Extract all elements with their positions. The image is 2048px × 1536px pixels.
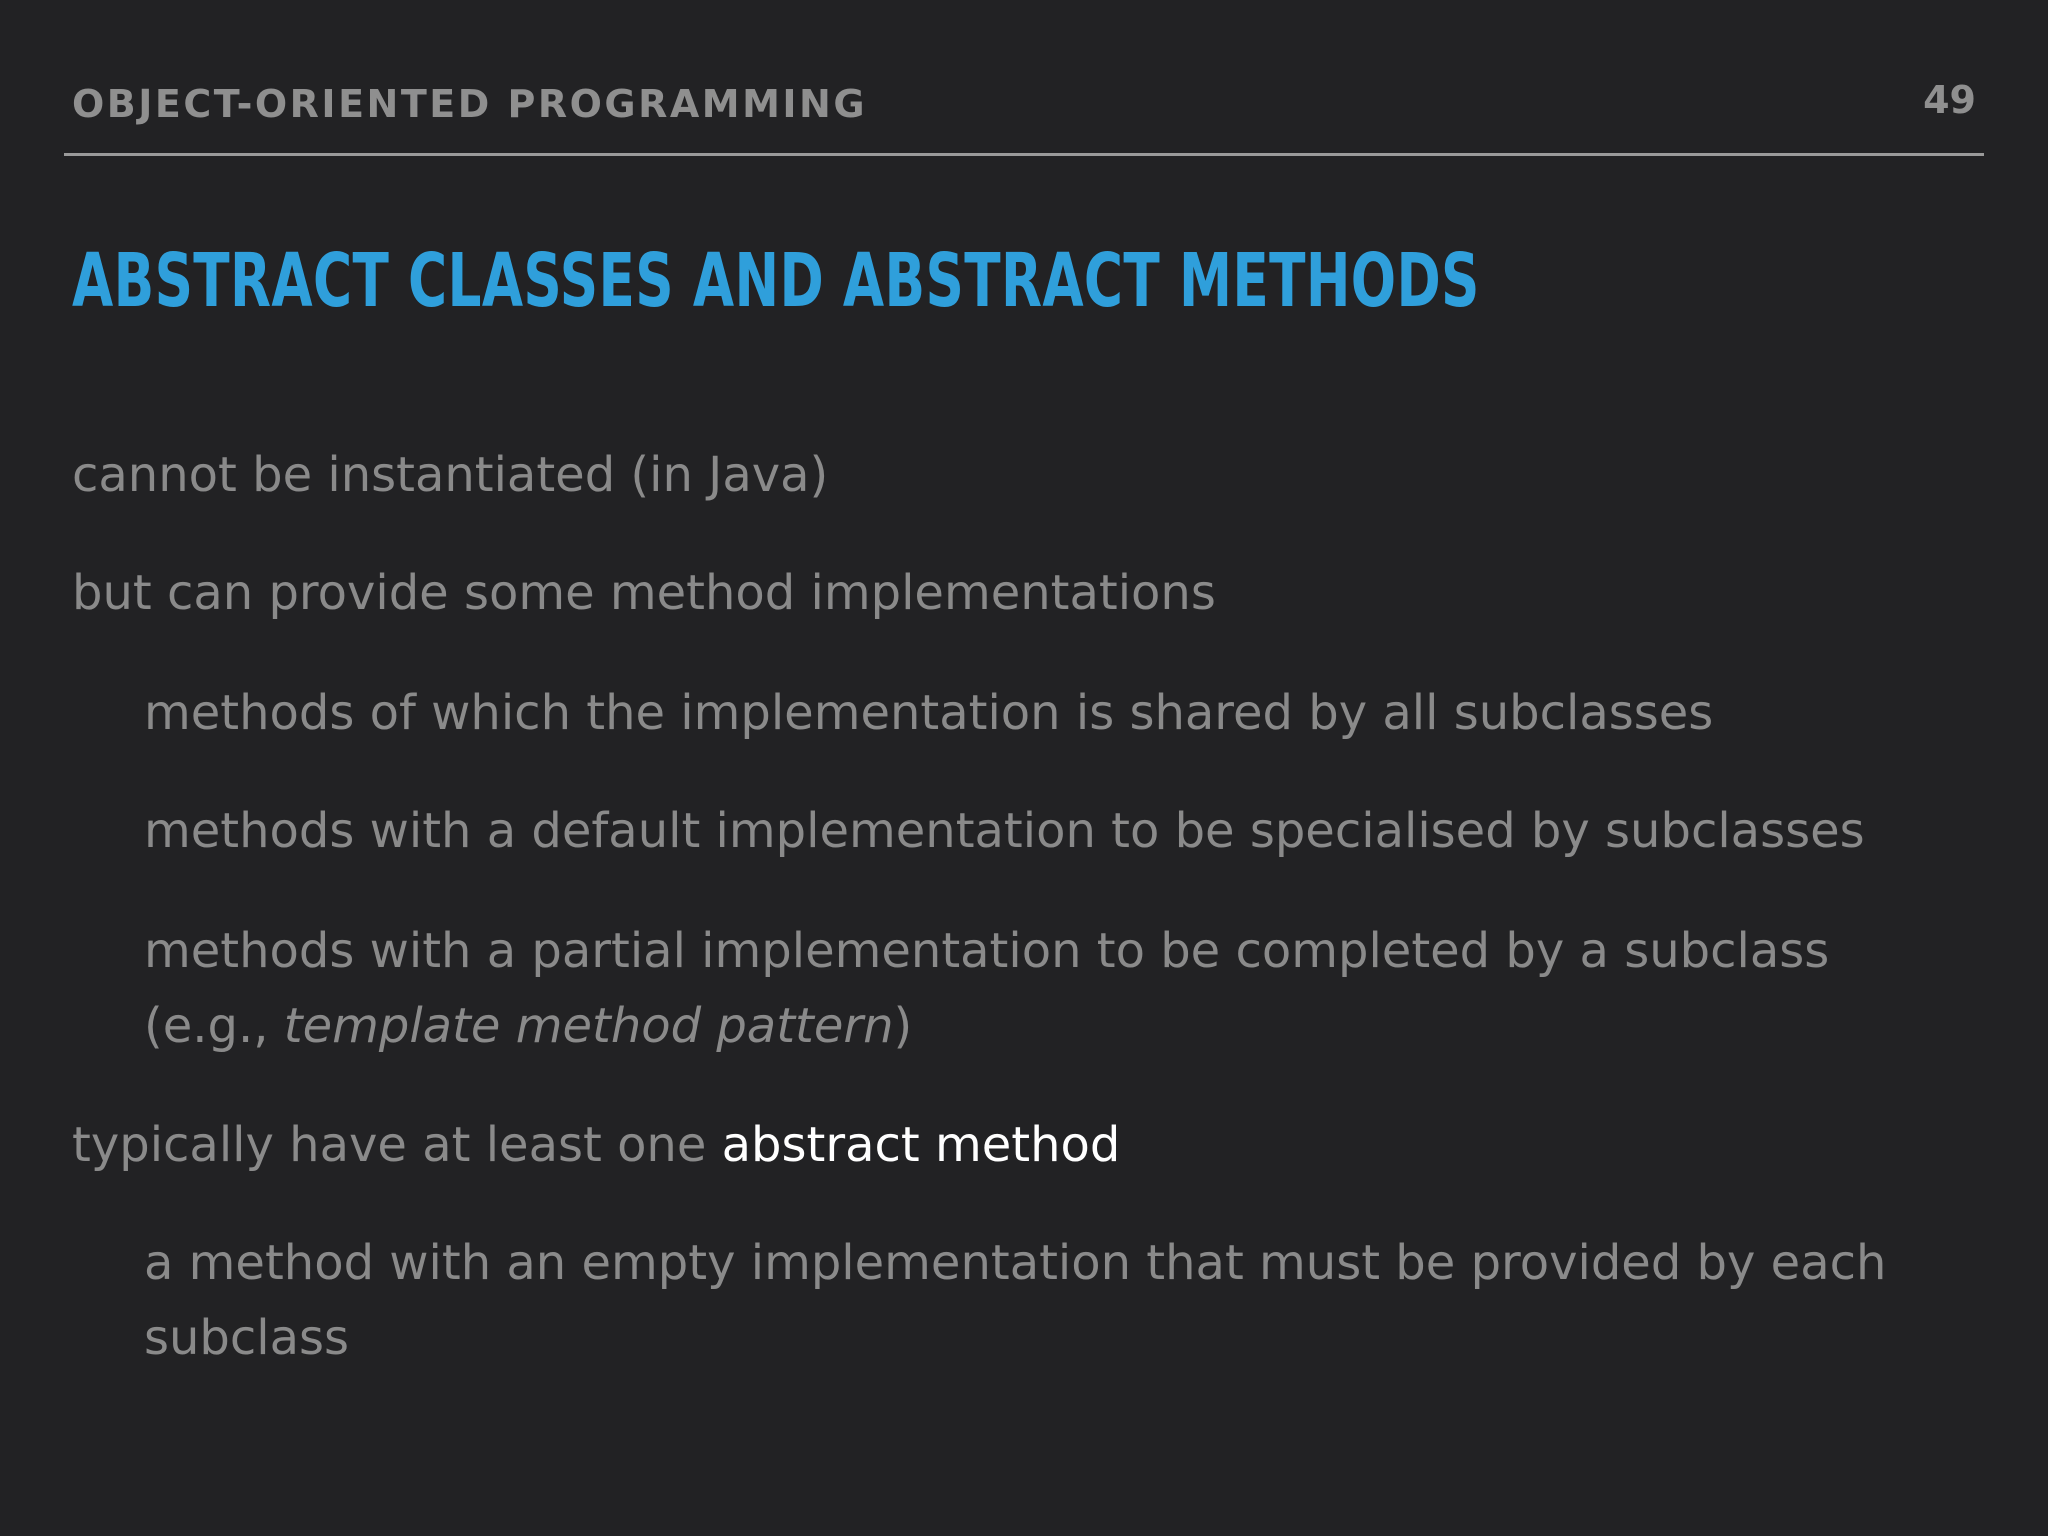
example-prefix: (e.g., <box>144 998 284 1054</box>
bullet-method-implementations: but can provide some method implementations <box>72 565 1216 621</box>
sub-bullet-empty-line1: a method with an empty implementation that must be provided by each <box>144 1235 1887 1291</box>
bullet-not-instantiated: cannot be instantiated (in Java) <box>72 447 829 503</box>
sub-bullet-partial-implementation <box>144 914 1829 1064</box>
abstract-method-highlight: abstract method <box>721 1117 1121 1173</box>
bullet-abstract-method <box>72 1108 1120 1183</box>
template-method-pattern: template method pattern <box>283 998 894 1054</box>
section-title: OBJECT-ORIENTED PROGRAMMING <box>72 82 868 126</box>
header-divider <box>64 153 1984 156</box>
slide-title: ABSTRACT CLASSES AND ABSTRACT METHODS <box>72 238 1480 324</box>
sub-bullet-default-implementation: methods with a default implementation to be specialised by subclasses <box>144 803 1865 859</box>
sub-bullet-partial-line2 <box>144 989 1829 1064</box>
sub-bullet-partial-line1: methods with a partial implementation to be completed by a subclass <box>144 923 1830 979</box>
abstract-method-prefix: typically have at least one <box>72 1117 722 1173</box>
page-number: 49 <box>1923 78 1976 122</box>
sub-bullet-empty-line2: subclass <box>144 1310 350 1366</box>
sub-bullet-shared-implementation: methods of which the implementation is shared by all subclasses <box>144 685 1714 741</box>
sub-bullet-empty-implementation <box>144 1226 1886 1376</box>
example-suffix: ) <box>893 998 913 1054</box>
